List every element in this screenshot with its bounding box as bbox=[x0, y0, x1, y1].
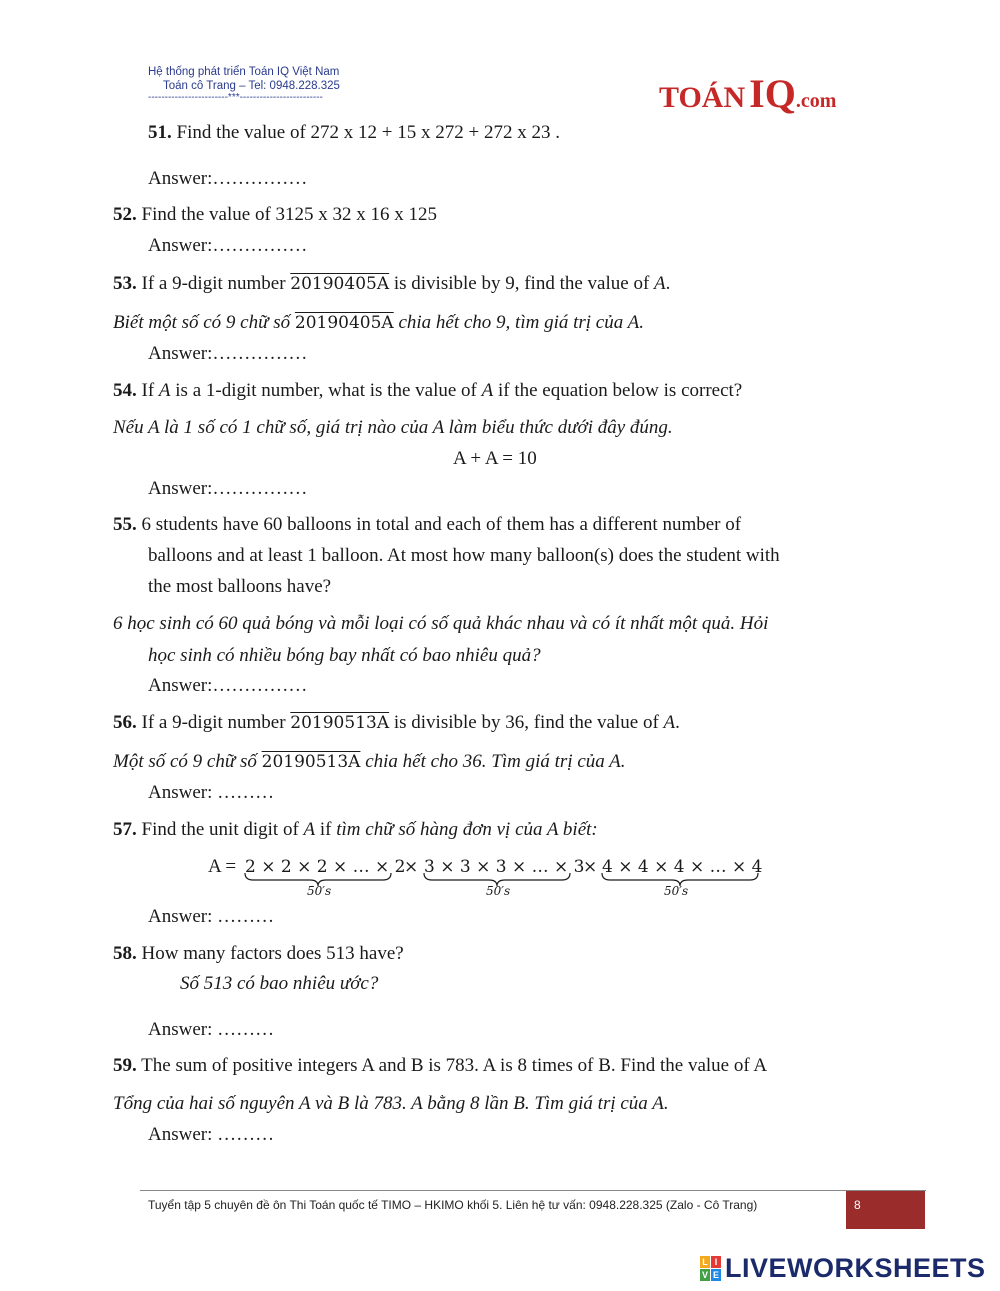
question-number: 53. bbox=[113, 273, 137, 294]
question-55-line3: the most balloons have? bbox=[148, 576, 332, 597]
question-59 bbox=[113, 1055, 767, 1077]
question-text: How many factors does 513 have? bbox=[141, 943, 404, 964]
group-twos: 2 × 2 × 2 × … × 2 bbox=[245, 857, 406, 877]
question-number: 52. bbox=[113, 204, 137, 225]
question-text: 6 students have 60 balloons in total and each of them has a different number of bbox=[141, 514, 742, 535]
question-58 bbox=[113, 943, 404, 965]
question-text: Find the value of 272 x 12 + 15 x 272 + 272 x 23 . bbox=[176, 122, 560, 143]
question-number: 56. bbox=[113, 712, 137, 733]
liveworksheets-wordmark[interactable]: LIVEWORKSHEETS bbox=[725, 1253, 986, 1283]
vi-text: chia hết cho 9, tìm giá trị của A. bbox=[398, 312, 644, 333]
question-59-vi: Tổng của hai số nguyên A và B là 783. A bằng 8 lần B. Tìm giá trị của A. bbox=[113, 1093, 669, 1114]
overlined-number: 20190513A bbox=[261, 752, 361, 772]
question-number: 57. bbox=[113, 819, 137, 840]
vi-text: Một số có 9 chữ số bbox=[113, 751, 257, 772]
question-number: 55. bbox=[113, 514, 137, 535]
question-text: is divisible by 9, find the value of bbox=[393, 273, 650, 294]
answer-51[interactable]: Answer:…………… bbox=[148, 168, 308, 189]
question-text: Find the unit digit of bbox=[141, 819, 299, 840]
times-sign: × bbox=[404, 857, 419, 877]
answer-55[interactable]: Answer:…………… bbox=[148, 675, 308, 696]
answer-52[interactable]: Answer:…………… bbox=[148, 235, 308, 256]
footer-rule bbox=[140, 1190, 926, 1191]
times-sign: × bbox=[583, 857, 598, 877]
answer-59[interactable]: Answer: ……… bbox=[148, 1124, 275, 1145]
question-text: If a 9-digit number bbox=[141, 273, 286, 294]
group-threes: 3 × 3 × 3 × … × 3 bbox=[424, 857, 585, 877]
punctuation: . bbox=[665, 273, 671, 294]
vi-text: tìm chữ số hàng đơn vị của A biết: bbox=[336, 819, 598, 840]
vi-text: Biết một số có 9 chữ số bbox=[113, 312, 291, 333]
question-number: 51. bbox=[148, 122, 172, 143]
question-text: if the equation below is correct? bbox=[497, 380, 743, 401]
question-text: Find the value of 3125 x 32 x 16 x 125 bbox=[141, 204, 438, 225]
liveworksheets-logo bbox=[700, 1256, 722, 1282]
footer-text: Tuyển tập 5 chuyên đề ôn Thi Toán quốc tế TIMO – HKIMO khối 5. Liên hệ tư vấn: 0948.228.325 (Zalo - Cô Trang) bbox=[148, 1198, 758, 1212]
question-number: 59. bbox=[113, 1055, 137, 1076]
logo-toan: TOÁN bbox=[659, 81, 746, 114]
variable: A bbox=[654, 273, 666, 294]
logo-letter-v: V bbox=[701, 1270, 708, 1280]
question-55-vi-line2: học sinh có nhiều bóng bay nhất có bao nhiêu quả? bbox=[148, 645, 541, 666]
question-55-line2: balloons and at least 1 balloon. At most how many balloon(s) does the student with bbox=[148, 545, 780, 566]
overlined-number: 20190405A bbox=[294, 313, 394, 333]
vi-text: chia hết cho 36. Tìm giá trị của A. bbox=[365, 751, 626, 772]
header-org-name: Hệ thống phát triển Toán IQ Việt Nam bbox=[148, 66, 340, 78]
variable: A bbox=[481, 380, 494, 401]
logo-letter-l: L bbox=[700, 1256, 710, 1268]
variable: A bbox=[158, 380, 171, 401]
answer-53[interactable]: Answer:…………… bbox=[148, 343, 308, 364]
equation: A + A = 10 bbox=[453, 448, 537, 469]
answer-56[interactable]: Answer: ……… bbox=[148, 782, 275, 803]
group-fours: 4 × 4 × 4 × … × 4 bbox=[602, 857, 763, 877]
variable: A bbox=[663, 712, 676, 733]
question-text: if bbox=[319, 819, 332, 840]
header-divider: ------------------------***------------------------- bbox=[148, 92, 323, 103]
question-text: If a 9-digit number bbox=[141, 712, 286, 733]
header-contact: Toán cô Trang – Tel: 0948.228.325 bbox=[163, 80, 340, 92]
answer-54[interactable]: Answer:…………… bbox=[148, 478, 308, 499]
lhs: A = bbox=[208, 856, 237, 877]
question-text: The sum of positive integers A and B is 783. A is 8 times of B. Find the value of A bbox=[141, 1055, 768, 1076]
logo-letter-i: I bbox=[711, 1256, 721, 1268]
page-number: 8 bbox=[854, 1198, 861, 1212]
answer-58[interactable]: Answer: ……… bbox=[148, 1019, 275, 1040]
logo-com: .com bbox=[795, 90, 837, 112]
underbrace-label: 50′s bbox=[486, 884, 511, 898]
logo-letter-e: E bbox=[712, 1270, 719, 1280]
punctuation: . bbox=[675, 712, 680, 733]
answer-57[interactable]: Answer: ……… bbox=[148, 906, 275, 927]
question-55-vi: 6 học sinh có 60 quả bóng và mỗi loại có số quả khác nhau và có ít nhất một quả. Hỏi bbox=[113, 613, 769, 634]
logo-iq: IQ bbox=[749, 71, 796, 116]
question-number: 58. bbox=[113, 943, 137, 964]
question-text: is divisible by 36, find the value of bbox=[393, 712, 659, 733]
variable: A bbox=[303, 819, 316, 840]
page-number-badge bbox=[846, 1191, 925, 1229]
question-text: is a 1-digit number, what is the value of bbox=[175, 380, 477, 401]
question-58-vi: Số 513 có bao nhiêu ước? bbox=[180, 973, 379, 994]
underbrace-label: 50′s bbox=[664, 884, 689, 898]
question-text: If bbox=[141, 380, 155, 401]
overlined-number: 20190513A bbox=[290, 713, 390, 733]
question-54-vi: Nếu A là 1 số có 1 chữ số, giá trị nào của A làm biểu thức dưới đây đúng. bbox=[113, 417, 673, 438]
question-number: 54. bbox=[113, 380, 137, 401]
overlined-number: 20190405A bbox=[290, 274, 390, 294]
underbrace-label: 50′s bbox=[307, 884, 332, 898]
